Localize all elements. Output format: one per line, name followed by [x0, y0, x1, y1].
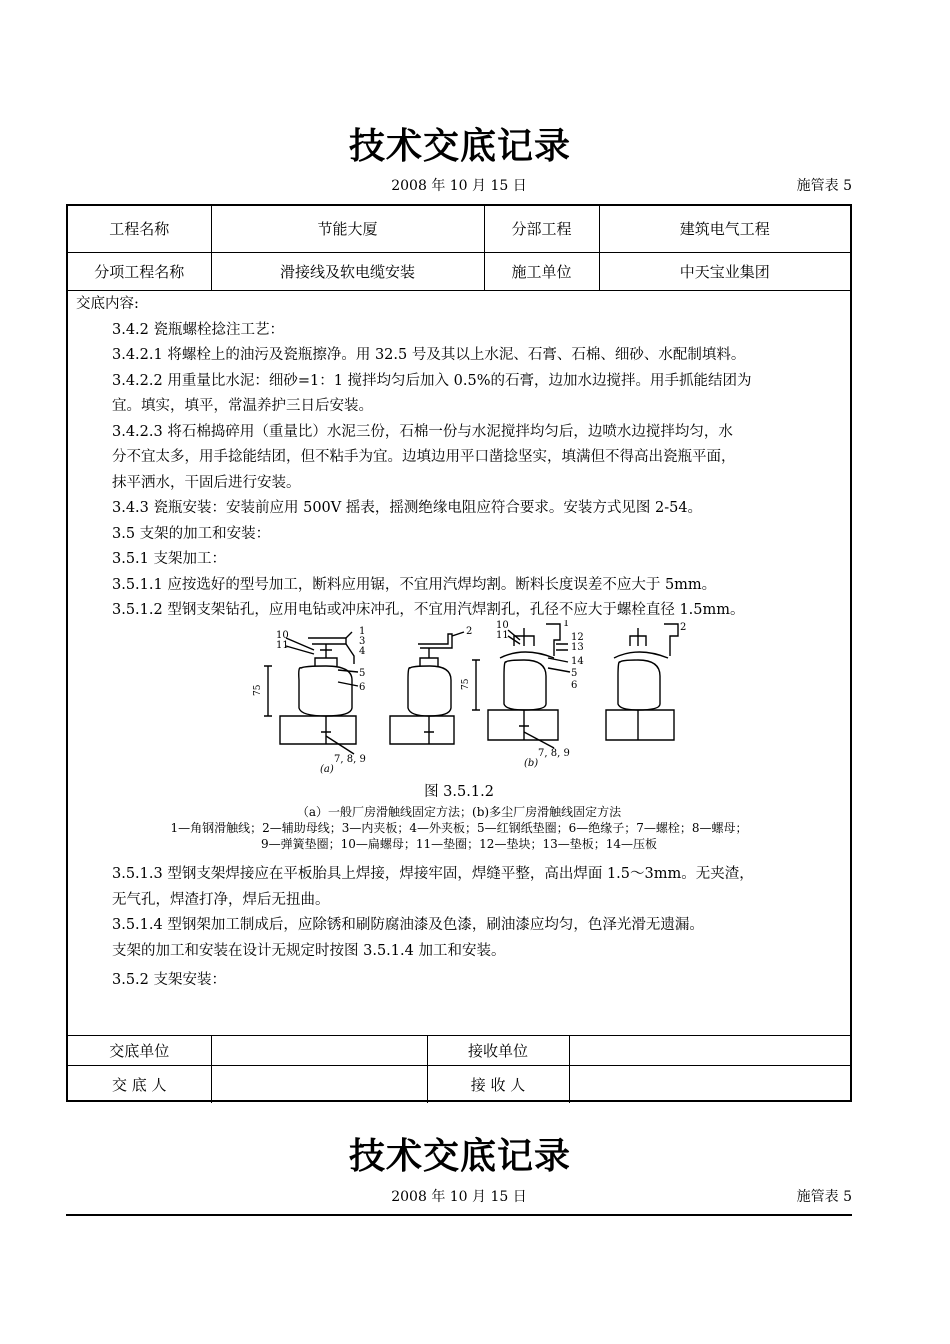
- label-10: 10: [276, 630, 289, 641]
- page2-top-rule: [66, 1214, 852, 1216]
- figure-legend-1: 1—角钢滑触线；2—辅助母线；3—内夹板；4—外夹板；5—红钢纸垫圈；6—绝缘子；7—螺栓；8—螺母；: [170, 821, 748, 835]
- paragraph: 3.5 支架的加工和安装：: [112, 525, 271, 542]
- contractor-label: 施工单位: [484, 252, 599, 290]
- paragraph: 宜。填实，填平，常温养护三日后安装。: [112, 398, 373, 414]
- paragraph: 3.4.2.2 用重量比水泥：细砂=1：1 搅拌均匀后加入 0.5%的石膏，边加水边搅拌。用手抓能结团为: [112, 372, 752, 389]
- project-name-value: 节能大厦: [211, 206, 484, 252]
- label-13: 13: [571, 642, 584, 653]
- label-2a: 2: [466, 626, 473, 637]
- form-number: 施管表 5: [796, 178, 852, 194]
- dim-75-b: 75: [461, 678, 471, 690]
- label-5b: 5: [571, 668, 578, 679]
- receiver-label: 接 收 人: [427, 1066, 569, 1103]
- handover-unit-value[interactable]: [211, 1036, 427, 1066]
- insulator-drawing: [68, 620, 850, 776]
- label-1: 1: [359, 626, 366, 637]
- insulator-diagram: [68, 620, 850, 851]
- label-b: (b): [524, 758, 539, 769]
- contractor-value: 中天宝业集团: [599, 252, 850, 290]
- subitem-label: 分项工程名称: [68, 252, 211, 290]
- label-4: 4: [359, 646, 366, 657]
- page2-form-number: 施管表 5: [796, 1189, 852, 1205]
- label-5: 5: [359, 668, 366, 679]
- label-6: 6: [359, 682, 366, 693]
- signature-table: [68, 1035, 850, 1103]
- paragraph: 3.4.3 瓷瓶安装：安装前应用 500V 摇表，摇测绝缘电阻应符合要求。安装方式见图 2-54。: [112, 500, 703, 516]
- page2-record-date: 2008 年 10 月 15 日: [391, 1189, 527, 1205]
- record-frame: [66, 204, 852, 1102]
- receive-unit-label: 接收单位: [427, 1036, 569, 1066]
- label-11: 11: [276, 640, 289, 651]
- paragraph: 3.5.2 支架安装：: [112, 972, 227, 988]
- label-789b: 7, 8, 9: [538, 748, 570, 759]
- content-body: [68, 292, 850, 624]
- label-3: 3: [359, 636, 366, 647]
- division-label: 分部工程: [484, 206, 599, 252]
- paragraph: 3.5.1 支架加工：: [112, 551, 227, 567]
- paragraph: 3.4.2 瓷瓶螺栓捻注工艺：: [112, 321, 285, 338]
- paragraph: 3.5.1.4 型钢架加工制成后，应除锈和刷防腐油漆及色漆，刷油漆应均匀，色泽光滑无遗漏。: [112, 917, 704, 933]
- label-2b: 2: [680, 622, 687, 633]
- paragraph: 分不宜太多，用手捻能结团，但不粘手为宜。边填边用平口凿捻坚实，填满但不得高出瓷瓶平面，: [112, 449, 736, 465]
- project-info-table: [68, 206, 850, 291]
- paragraph: 3.5.1.1 应按选好的型号加工，断料应用锯，不宜用汽焊均割。断料长度误差不应大于 5mm。: [112, 576, 717, 593]
- subitem-value: 滑接线及软电缆安装: [211, 252, 484, 290]
- page-title: 技术交底记录: [348, 126, 571, 167]
- figure-subcaption: （a）一般厂房滑触线固定方法；(b)多尘厂房滑触线固定方法: [296, 805, 622, 819]
- label-789: 7, 8, 9: [334, 754, 366, 765]
- figure-caption: 图 3.5.1.2: [424, 784, 494, 800]
- division-value: 建筑电气工程: [599, 206, 850, 252]
- handover-unit-label: 交底单位: [68, 1036, 211, 1066]
- content-label: 交底内容:: [76, 296, 139, 312]
- paragraph: 抹平洒水，干固后进行安装。: [112, 474, 301, 491]
- label-6b: 6: [571, 680, 578, 691]
- record-date: 2008 年 10 月 15 日: [391, 178, 527, 194]
- paragraph: 无气孔，焊渣打净，焊后无扭曲。: [112, 891, 330, 908]
- paragraph: 3.4.2.1 将螺栓上的油污及瓷瓶擦净。用 32.5 号及其以上水泥、石膏、石棉、细砂、水配制填料。: [112, 347, 746, 363]
- receiver-value[interactable]: [569, 1066, 850, 1103]
- dim-75-a: 75: [253, 684, 263, 696]
- paragraph: 3.5.1.3 型钢支架焊接应在平板胎具上焊接，焊接牢固，焊缝平整，高出焊面 1.5～3mm。无夹渣，: [112, 866, 754, 882]
- paragraph: 3.4.2.3 将石棉捣碎用（重量比）水泥三份，石棉一份与水泥搅拌均匀后，边喷水边搅拌均匀，水: [112, 423, 733, 440]
- receive-unit-value[interactable]: [569, 1036, 850, 1066]
- label-11b: 11: [496, 630, 509, 641]
- paragraph: 3.5.1.2 型钢支架钻孔，应用电钻或冲床冲孔，不宜用汽焊割孔，孔径不应大于螺栓直径 1.5mm。: [112, 602, 745, 618]
- page2-title: 技术交底记录: [348, 1136, 571, 1177]
- label-a: (a): [320, 764, 334, 775]
- figure-legend-2: 9—弹簧垫圈；10—扁螺母；11—垫圈；12—垫块；13—垫板；14—压板: [261, 837, 657, 851]
- label-10b: 10: [496, 620, 509, 631]
- paragraph: 支架的加工和安装在设计无规定时按图 3.5.1.4 加工和安装。: [112, 942, 506, 959]
- handover-person-label: 交 底 人: [68, 1066, 211, 1103]
- label-14: 14: [571, 656, 584, 667]
- handover-person-value[interactable]: [211, 1066, 427, 1103]
- content-body-continued: [68, 862, 850, 994]
- project-name-label: 工程名称: [68, 206, 211, 252]
- label-1b: 1: [563, 620, 570, 629]
- label-12: 12: [571, 632, 584, 643]
